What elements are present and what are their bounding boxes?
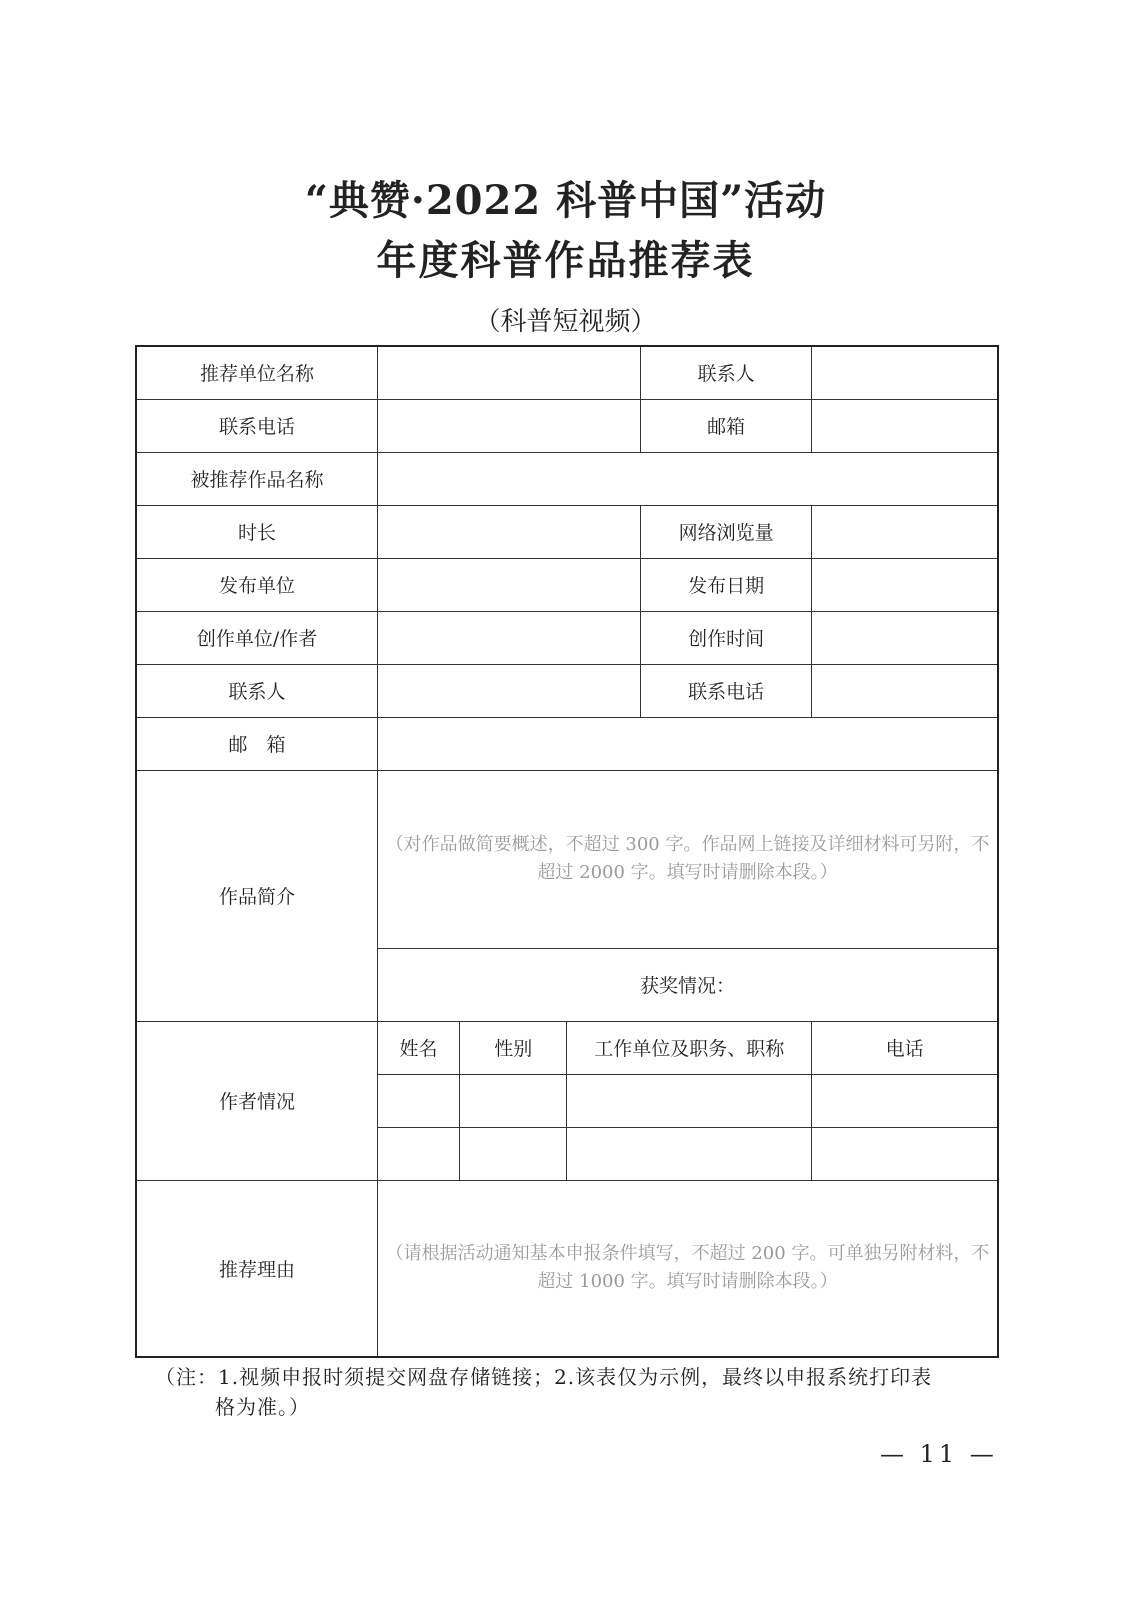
- work-name-label: 被推荐作品名称: [136, 452, 378, 505]
- footnote-line-2: 格为准。）: [215, 1395, 310, 1419]
- contact-person-field[interactable]: [812, 346, 998, 399]
- intro-field[interactable]: （对作品做简要概述，不超过 300 字。作品网上链接及详细材料可另附，不超过 2000 字。填写时请删除本段。）: [378, 770, 998, 948]
- recommendation-form-table: [135, 345, 999, 1358]
- contact-phone2-label: 联系电话: [641, 664, 812, 717]
- author-phone-cell[interactable]: [812, 1074, 998, 1127]
- author-info-label: 作者情况: [136, 1021, 378, 1180]
- publish-date-field[interactable]: [812, 558, 998, 611]
- title-line-2: 年度科普作品推荐表: [376, 237, 755, 284]
- contact-phone2-field[interactable]: [812, 664, 998, 717]
- publish-unit-label: 发布单位: [136, 558, 378, 611]
- duration-label: 时长: [136, 505, 378, 558]
- contact-phone-label: 联系电话: [136, 399, 378, 452]
- author-gender-cell[interactable]: [459, 1127, 566, 1180]
- footnote-line-1: （注：1.视频申报时须提交网盘存储链接；2.该表仅为示例，最终以申报系统打印表: [155, 1365, 933, 1389]
- publish-unit-field[interactable]: [378, 558, 641, 611]
- reason-field[interactable]: （请根据活动通知基本申报条件填写，不超过 200 字。可单独另附材料，不超过 1000 字。填写时请删除本段。）: [378, 1180, 998, 1357]
- email-field[interactable]: [812, 399, 998, 452]
- email2-label: 邮 箱: [136, 717, 378, 770]
- views-field[interactable]: [812, 505, 998, 558]
- email2-field[interactable]: [378, 717, 998, 770]
- create-time-label: 创作时间: [641, 611, 812, 664]
- create-time-field[interactable]: [812, 611, 998, 664]
- reason-label: 推荐理由: [136, 1180, 378, 1357]
- creator-label: 创作单位/作者: [136, 611, 378, 664]
- views-label: 网络浏览量: [641, 505, 812, 558]
- recommender-unit-label: 推荐单位名称: [136, 346, 378, 399]
- work-name-field[interactable]: [378, 452, 998, 505]
- contact-person2-label: 联系人: [136, 664, 378, 717]
- author-name-cell[interactable]: [378, 1127, 460, 1180]
- author-name-cell[interactable]: [378, 1074, 460, 1127]
- author-name-header: 姓名: [378, 1021, 460, 1074]
- author-position-cell[interactable]: [567, 1074, 812, 1127]
- awards-field[interactable]: 获奖情况：: [378, 948, 998, 1021]
- subtitle: （科普短视频）: [474, 307, 657, 337]
- author-position-header: 工作单位及职务、职称: [567, 1021, 812, 1074]
- intro-label: 作品简介: [136, 770, 378, 1021]
- author-position-cell[interactable]: [567, 1127, 812, 1180]
- author-phone-header: 电话: [812, 1021, 998, 1074]
- email-label: 邮箱: [641, 399, 812, 452]
- author-phone-cell[interactable]: [812, 1127, 998, 1180]
- contact-person2-field[interactable]: [378, 664, 641, 717]
- publish-date-label: 发布日期: [641, 558, 812, 611]
- author-gender-cell[interactable]: [459, 1074, 566, 1127]
- recommender-unit-field[interactable]: [378, 346, 641, 399]
- duration-field[interactable]: [378, 505, 641, 558]
- contact-person-label: 联系人: [641, 346, 812, 399]
- creator-field[interactable]: [378, 611, 641, 664]
- page-number: — 11 —: [880, 1440, 998, 1468]
- title-line-1: “典赞·2022 科普中国”活动: [304, 177, 827, 224]
- author-gender-header: 性别: [459, 1021, 566, 1074]
- footnote: [155, 1362, 995, 1422]
- contact-phone-field[interactable]: [378, 399, 641, 452]
